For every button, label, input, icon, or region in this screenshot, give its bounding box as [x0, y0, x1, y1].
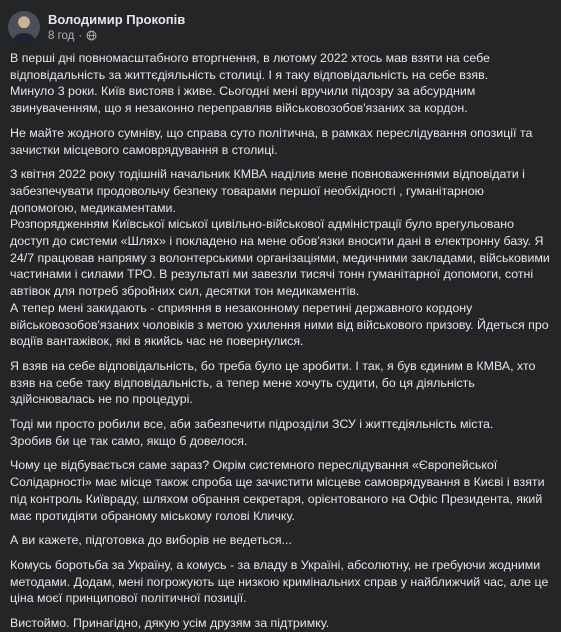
- post-body: [0, 46, 561, 632]
- post-paragraph: Вистоймо. Принагідно, дякую усім друзям за підтримку.: [10, 616, 330, 631]
- post-header: [0, 0, 561, 46]
- post-paragraph: Я взяв на себе відповідальність, бо треба було це зробити. І так, я був єдиним в КМВА, хто взяв на себе таку відповідальність, а тепер мене хочуть судити, бо ця діяльність здійснювалась не по процедурі.: [10, 358, 536, 407]
- post-paragraph: В перші дні повномасштабного вторгнення, в лютому 2022 хтось мав взяти на себе відповідальність за життєдіяльність столиці. І я таку відповідальність на себе взяв. Минуло 3 роки. Київ вистояв і живе. Сьогодні мені вручили підозру за абсурдним звинуваченням, що я незаконно переправляв військовозобов'язаних за кордон.: [10, 51, 490, 116]
- author-name[interactable]: Володимир Прокопів: [48, 11, 186, 27]
- post-timestamp[interactable]: 8 год: [48, 29, 75, 42]
- post-paragraph: Не майте жодного сумніву, що справа суто політична, в рамках переслідування опозиції та зачистки місцевого самоврядування в столиці.: [10, 125, 533, 157]
- post-paragraph: Тоді ми просто робили все, аби забезпечити підрозділи ЗСУ і життєдіяльність міста. Зробив би це так само, якщо б довелося.: [10, 417, 494, 448]
- post-paragraph: А ви кажете, підготовка до виборів не ведеться...: [10, 533, 292, 548]
- post-paragraph: Чому це відбувається саме зараз? Окрім системного переслідування «Європейської Солідарності» має місце також спроба ще зачистити місцеве самоврядування в Києві і взяти під контроль Київраду, шляхом обрання секретаря, орієнтованого на Офіс Президента, який має протидіяти обраному міському голові Кличку.: [10, 458, 545, 523]
- post-paragraph: Комусь боротьба за Україну, а комусь - за владу в Україні, абсолютну, не гребуючи жодними методами. Додам, мені погрожують ще низкою кримінальних справ у найближчий час, але це ціна моєї принципової політичної позиції.: [10, 557, 549, 606]
- separator-dot: ·: [78, 29, 83, 42]
- globe-icon: [86, 30, 97, 41]
- post-paragraph: З квітня 2022 року тодішній начальник КМВА наділив мене повноваженнями відповідати і забезпечувати продовольчу безпеку товарами першої необхідності , гуманітарною допомогою, медикаментами. Розпорядженням Київської міської цивільно-військової адміністрації було врегульовано доступ до системи «Шлях» і покладено на мене обов'язки вносити дані в електронну базу. Я 24/7 працював напряму з волонтерськими організаціями, медичними закладами, військовими частинами і силами ТРО. В результаті ми завезли тисячі тонн гуманітарної допомоги, сотні автівок для потреб збройних сил, десятки тон медикаментів. А тепер мені закидають - сприяння в незаконному перетині державного кордону військовозобов'язаних чоловіків з метою ухилення ними від військового призову. Йдеться про водіїв вантажівок, які в якийсь час не повернулися.: [10, 167, 550, 349]
- post-meta: [48, 12, 185, 43]
- post-time-row: [48, 29, 185, 43]
- author-avatar[interactable]: [8, 11, 40, 43]
